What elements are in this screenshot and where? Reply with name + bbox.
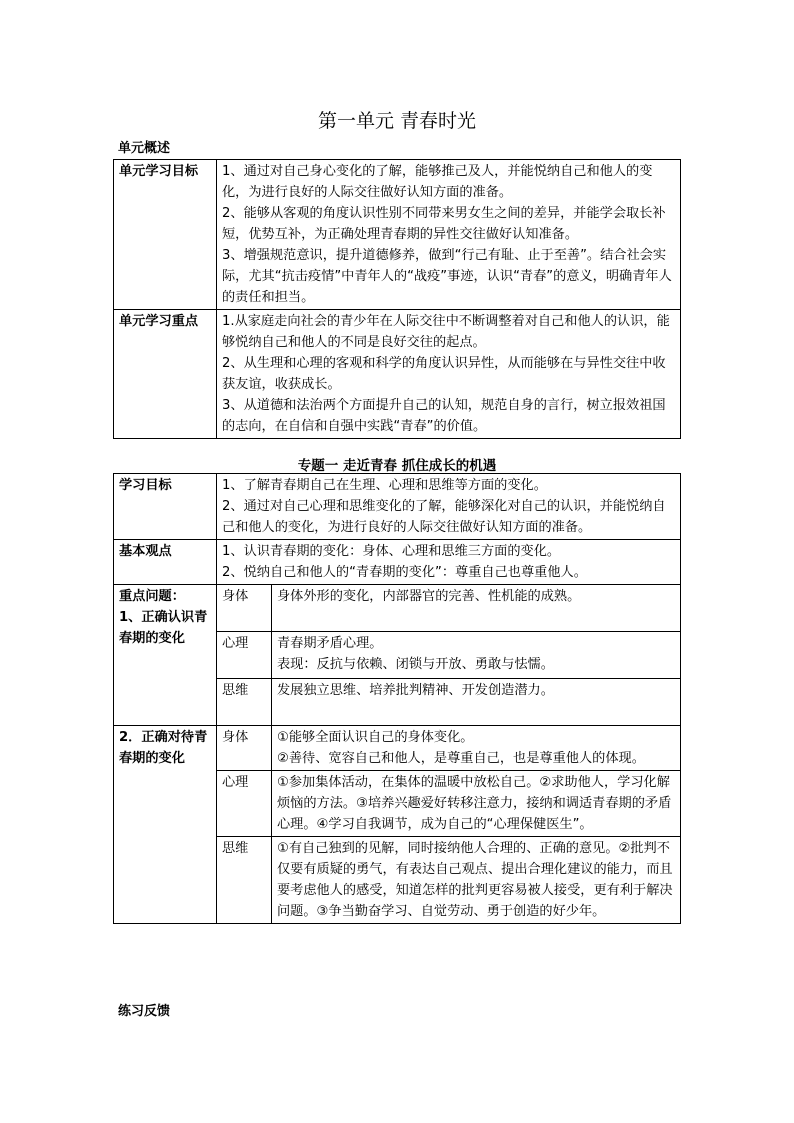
table-row [114,310,681,439]
unit-goals-content [217,160,681,310]
content-line: 表现：反抗与依赖、闭锁与开放、勇敢与怯懦。 [277,657,554,672]
basic-views-label: 基本观点 [114,540,217,585]
table-row [114,585,681,632]
topic-goal-line: 1、了解青春期自己在生理、心理和思维等方面的变化。 [222,478,547,493]
topic-goal-line: 2、通过对自己心理和思维变化的了解，能够深化对自己的认识，并能悦纳自己和他人的变化，为进行良好的人际交往做好认知方面的准备。 [222,499,666,535]
question-1-label [114,585,217,726]
unit-goals-label: 单元学习目标 [114,160,217,310]
unit-focus-label: 单元学习重点 [114,310,217,439]
question-heading: 重点问题： [119,589,185,604]
q2-aspect-body: 身体 [217,726,272,771]
q2-mind-content [272,771,681,837]
question-1-title: 1、正确认识青春期的变化 [119,610,208,646]
unit-goal-line: 1、通过对自己身心变化的了解，能够推己及人，并能悦纳自己和他人的变化，为进行良好的人际交往做好认知方面的准备。 [222,164,653,200]
q2-aspect-thinking: 思维 [217,837,272,924]
content-line: 身体外形的变化，内部器官的完善、性机能的成熟。 [277,589,581,604]
content-line: 发展独立思维、培养批判精神、开发创造潜力。 [277,683,554,698]
unit-focus-line: 1.从家庭走向社会的青少年在人际交往中不断调整着对自己和他人的认识，能够悦纳自己和他人的不同是良好交往的起点。 [222,314,670,350]
content-line: ①参加集体活动，在集体的温暖中放松自己。②求助他人，学习化解烦恼的方法。③培养兴趣爱好转移注意力，接纳和调适青春期的矛盾心理。④学习自我调节，成为自己的“心理保健医生”。 [277,775,672,832]
q1-aspect-body: 身体 [217,585,272,632]
unit-overview-label: 单元概述 [118,141,171,156]
topic-title: 专题一 走近青春 抓住成长的机遇 [297,458,497,474]
content-line: ①能够全面认识自己的身体变化。 [277,730,474,745]
table-row [114,160,681,310]
q2-thinking-content [272,837,681,924]
q2-body-content [272,726,681,771]
q1-mind-content [272,632,681,679]
basic-view-line: 2、悦纳自己和他人的“青春期的变化”：尊重自己也尊重他人。 [222,565,587,580]
content-line: ②善待、宽容自己和他人，是尊重自己，也是尊重他人的体现。 [277,751,645,766]
q1-aspect-thinking: 思维 [217,679,272,726]
topic-table [113,473,681,924]
content-line: ①有自己独到的见解，同时接纳他人合理的、正确的意见。②批判不仅要有质疑的勇气，有表达自己观点、提出合理化建议的能力，而且要考虑他人的感受，知道怎样的批判更容易被人接受，更有利于解决问题。③争当勤奋学习、自觉劳动、勇于创造的好少年。 [277,841,673,919]
question-2-label: 2．正确对待青春期的变化 [114,726,217,924]
topic-goals-content [217,474,681,540]
practice-feedback-label: 练习反馈 [118,1004,171,1019]
page-title: 第一单元 青春时光 [317,110,477,132]
content-line: 青春期矛盾心理。 [277,636,383,651]
table-row [114,540,681,585]
q2-aspect-mind: 心理 [217,771,272,837]
topic-goals-label: 学习目标 [114,474,217,540]
table-row [114,474,681,540]
unit-goal-line: 3、增强规范意识，提升道德修养，做到“行己有耻、止于至善”。结合社会实际，尤其“抗击疫情”中青年人的“战疫”事迹，认识“青春”的意义，明确青年人的责任和担当。 [222,248,672,305]
unit-overview-table [113,159,681,439]
unit-focus-line: 2、从生理和心理的客观和科学的角度认识异性，从而能够在与异性交往中收获友谊，收获成长。 [222,356,666,392]
q1-thinking-content [272,679,681,726]
basic-views-content [217,540,681,585]
q1-body-content [272,585,681,632]
table-row [114,726,681,771]
unit-focus-line: 3、从道德和法治两个方面提升自己的认知，规范自身的言行，树立报效祖国的志向，在自信和自强中实践“青春”的价值。 [222,398,666,434]
q1-aspect-mind: 心理 [217,632,272,679]
basic-view-line: 1、认识青春期的变化：身体、心理和思维三方面的变化。 [222,544,561,559]
unit-goal-line: 2、能够从客观的角度认识性别不同带来男女生之间的差异，并能学会取长补短，优势互补，为正确处理青春期的异性交往做好认知准备。 [222,206,666,242]
unit-focus-content [217,310,681,439]
